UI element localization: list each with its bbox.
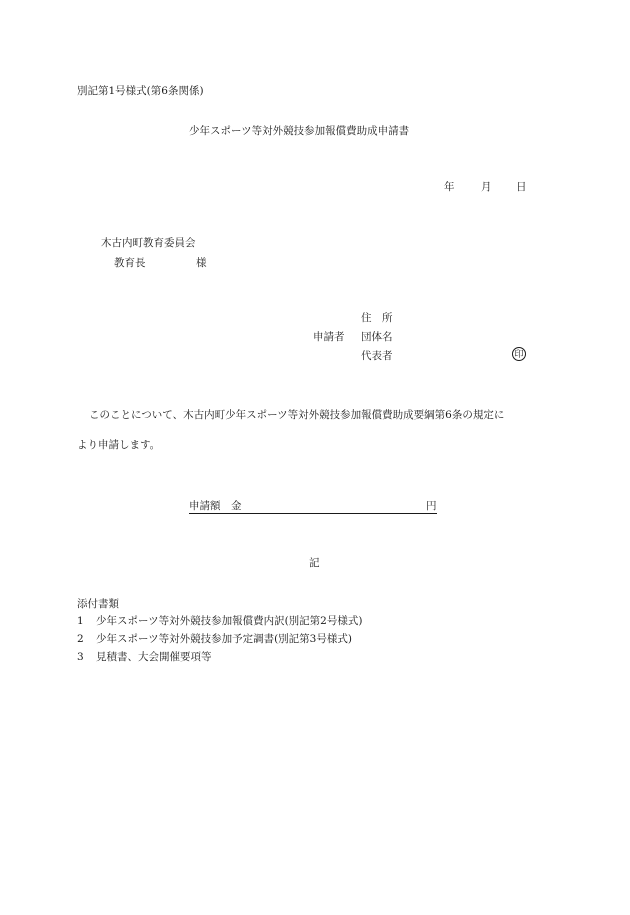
addressee-position: 教育長	[114, 257, 146, 269]
form-number: 別記第1号様式(第6条関係)	[77, 85, 204, 97]
body-text-line-2: より申請します。	[77, 439, 161, 451]
amount-unit: 円	[426, 500, 437, 512]
amount-label: 申請額 金	[189, 500, 242, 512]
address-label: 住 所	[361, 312, 393, 324]
attachment-item-text: 見積書、大会開催要項等	[96, 651, 212, 663]
seal-mark: 印	[512, 347, 526, 361]
document-title: 少年スポーツ等対外競技参加報償費助成申請書	[189, 125, 410, 137]
addressee-honorific: 様	[196, 257, 207, 269]
attachment-item-number: 1	[77, 615, 84, 627]
applicant-label: 申請者	[313, 331, 345, 343]
attachment-item-number: 2	[77, 633, 84, 645]
date-year-label: 年	[444, 181, 455, 193]
attachment-item-text: 少年スポーツ等対外競技参加報償費内訳(別記第2号様式)	[96, 615, 363, 627]
attachments-heading: 添付書類	[77, 598, 119, 610]
note-heading: 記	[309, 557, 320, 569]
attachment-item-number: 3	[77, 651, 84, 663]
body-text-line-1: このことについて、木古内町少年スポーツ等対外競技参加報償費助成要綱第6条の規定に	[89, 409, 505, 421]
date-day-label: 日	[516, 181, 527, 193]
representative-label: 代表者	[361, 350, 393, 362]
amount-underline	[189, 513, 437, 514]
addressee-organization: 木古内町教育委員会	[101, 237, 196, 249]
date-month-label: 月	[481, 181, 492, 193]
attachment-item-text: 少年スポーツ等対外競技参加予定調書(別記第3号様式)	[96, 633, 352, 645]
group-name-label: 団体名	[361, 331, 393, 343]
